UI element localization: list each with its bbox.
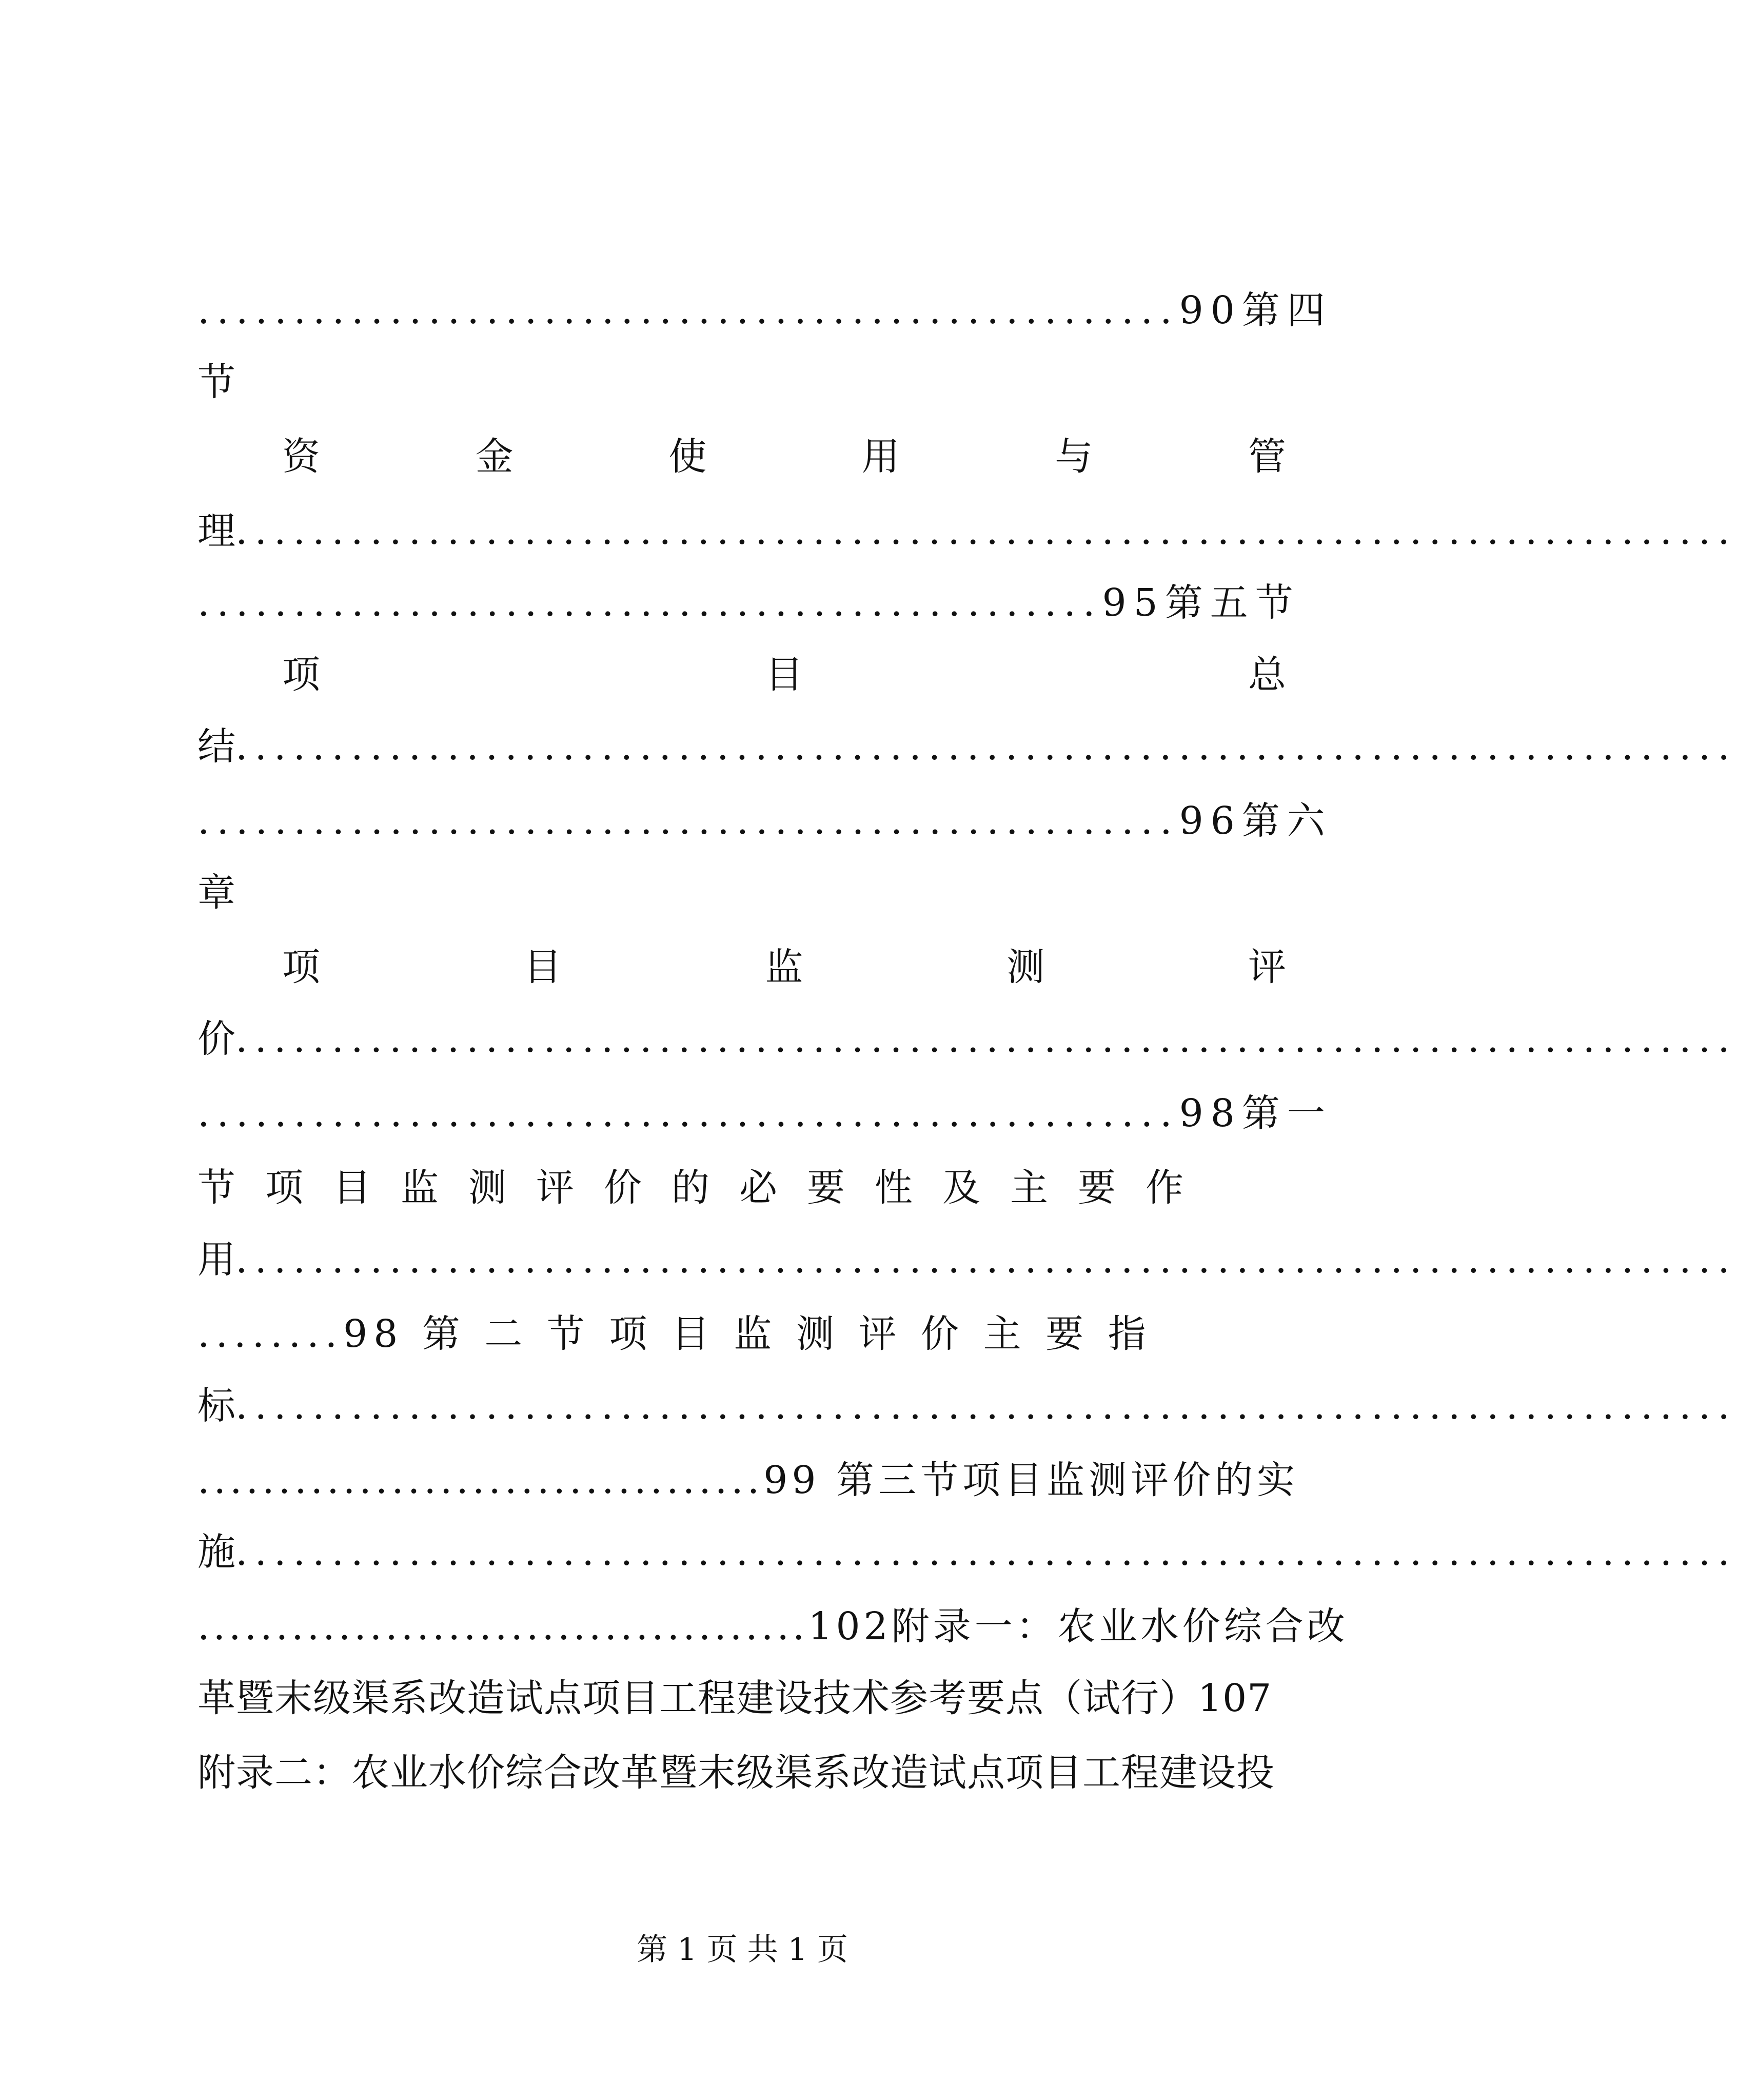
toc-line: 理 <box>198 509 235 553</box>
dot-leader: .............................................................................. <box>235 1530 1737 1574</box>
toc-line: 价 <box>198 1017 235 1061</box>
page-footer: 第 1 页 共 1 页 <box>637 1932 848 1968</box>
toc-line: ...................................................98第一 <box>198 1091 1332 1135</box>
dot-leader: .............................................................................. <box>235 509 1737 553</box>
toc-char: 项 <box>282 653 320 697</box>
toc-line: ...................................................96第六 <box>198 799 1332 843</box>
toc-line: ...................................................90第四 <box>198 288 1332 332</box>
toc-line-leader <box>198 1226 1737 1293</box>
toc-line: 结 <box>198 724 235 769</box>
toc-line: ...............................................95第五节 <box>198 581 1300 625</box>
dot-leader: .............................................................................. <box>235 1384 1737 1428</box>
toc-line: ...................................99 第三节项目监测评价的实 <box>198 1458 1299 1502</box>
toc-title-spaced <box>282 423 1286 490</box>
toc-char: 测 <box>1006 945 1045 989</box>
toc-line-leader <box>198 1372 1737 1439</box>
toc-char: 与 <box>1055 435 1093 479</box>
toc-line: 施 <box>198 1530 235 1574</box>
dot-leader: .............................................................................. <box>235 1017 1737 1061</box>
toc-char: 评 <box>1248 945 1286 989</box>
toc-char: 项 <box>282 945 320 989</box>
toc-line-leader <box>198 1519 1737 1585</box>
toc-line-leader <box>198 498 1737 564</box>
toc-line: 用 <box>198 1238 235 1282</box>
toc-line: 革暨末级渠系改造试点项目工程建设技术参考要点（试行）107 <box>198 1676 1272 1720</box>
toc-line: 标 <box>198 1384 235 1428</box>
toc-line: ........98 第 二 节 项 目 监 测 评 价 主 要 指 <box>198 1312 1152 1356</box>
dot-leader: .............................................................................. <box>235 724 1737 769</box>
toc-title-spaced <box>282 934 1286 1000</box>
toc-line: 章 <box>198 871 235 915</box>
dot-leader: .............................................................................. <box>235 1238 1737 1282</box>
toc-line: 附录二：农业水价综合改革暨末级渠系改造试点项目工程建设投 <box>198 1751 1275 1795</box>
toc-char: 使 <box>668 435 707 479</box>
toc-char: 监 <box>765 945 803 989</box>
toc-line: 节 <box>198 360 235 404</box>
toc-char: 金 <box>475 435 514 479</box>
toc-char: 目 <box>765 653 803 697</box>
toc-line-leader <box>198 1006 1737 1072</box>
toc-line-leader <box>198 713 1737 780</box>
toc-char: 管 <box>1248 435 1286 479</box>
toc-line: .......................................102附录一：农业水价综合改 <box>198 1604 1349 1648</box>
toc-char: 用 <box>861 435 900 479</box>
toc-line: 节项目监测评价的必要性及主要作 <box>198 1166 1213 1210</box>
toc-title-spaced <box>282 641 1286 708</box>
toc-char: 资 <box>282 435 320 479</box>
toc-char: 目 <box>523 945 562 989</box>
toc-char: 总 <box>1248 653 1286 697</box>
